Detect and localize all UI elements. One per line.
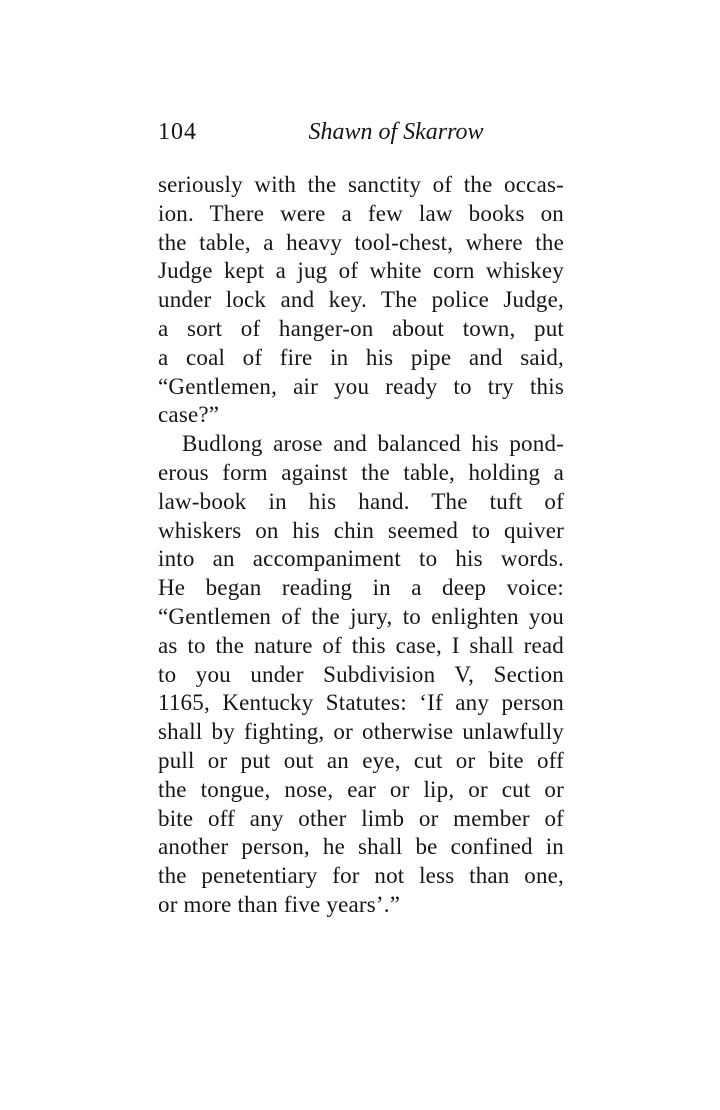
text-line: 1165, Kentucky Statutes: ‘If any person bbox=[158, 690, 564, 716]
text-line: the penetentiary for not less than one, bbox=[158, 863, 564, 889]
page-body bbox=[158, 171, 564, 920]
running-title: Shawn of Skarrow bbox=[308, 119, 484, 145]
text-line: bite off any other limb or member of bbox=[158, 805, 564, 831]
text-line: “Gentlemen of the jury, to enlighten you bbox=[158, 603, 564, 629]
text-line: Judge kept a jug of white corn whiskey bbox=[158, 258, 564, 284]
text-line: case?” bbox=[158, 402, 220, 428]
text-line: whiskers on his chin seemed to quiver bbox=[158, 517, 564, 543]
text-line: shall by fighting, or otherwise unlawfully bbox=[158, 719, 564, 745]
text-line: the table, a heavy tool-chest, where the bbox=[158, 229, 564, 255]
text-line: as to the nature of this case, I shall read bbox=[158, 632, 564, 658]
text-line: seriously with the sanctity of the occas- bbox=[158, 172, 564, 197]
text-line: under lock and key. The police Judge, bbox=[158, 287, 564, 313]
text-line: ion. There were a few law books on bbox=[158, 200, 564, 226]
page-number: 104 bbox=[158, 119, 197, 145]
text-line: He began reading in a deep voice: bbox=[158, 575, 564, 601]
text-line: “Gentlemen, air you ready to try this bbox=[158, 373, 564, 399]
text-line: or more than five years’.” bbox=[158, 891, 401, 917]
text-line: another person, he shall be confined in bbox=[158, 834, 564, 860]
text-line: law-book in his hand. The tuft of bbox=[158, 488, 564, 514]
text-line: Budlong arose and balanced his pond- bbox=[182, 431, 564, 457]
text-line: to you under Subdivision V, Section bbox=[158, 661, 564, 687]
page-header bbox=[158, 117, 564, 147]
text-line: erous form against the table, holding a bbox=[158, 459, 564, 485]
text-line: the tongue, nose, ear or lip, or cut or bbox=[158, 776, 564, 802]
text-line: pull or put out an eye, cut or bite off bbox=[158, 747, 564, 773]
text-line: a sort of hanger-on about town, put bbox=[158, 315, 564, 341]
text-line: into an accompaniment to his words. bbox=[158, 546, 564, 572]
text-line: a coal of fire in his pipe and said, bbox=[158, 344, 564, 370]
